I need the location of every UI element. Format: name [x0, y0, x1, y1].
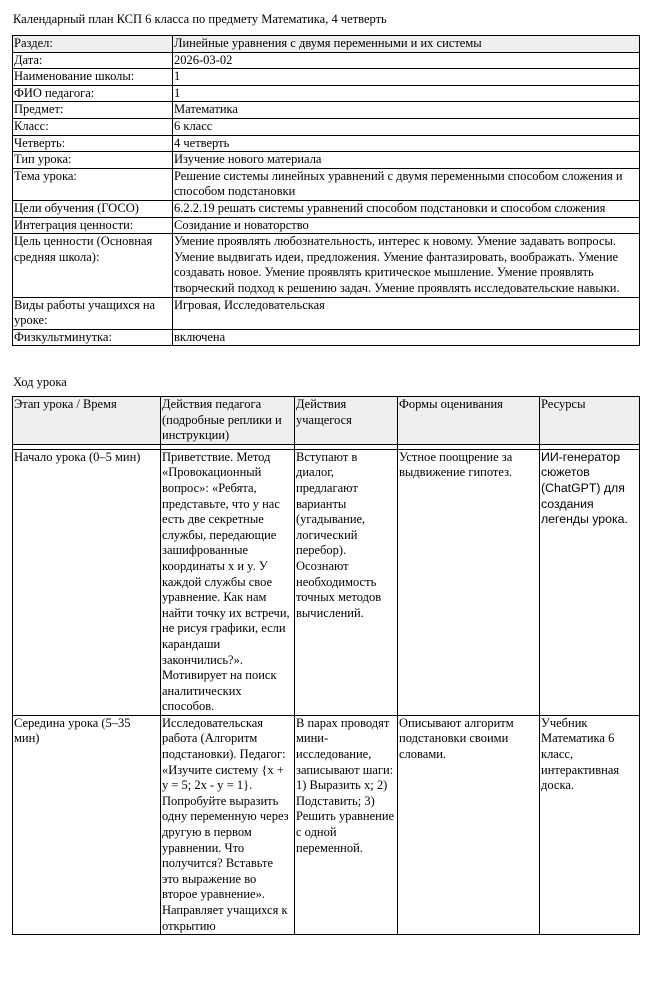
info-value: 1 [173, 69, 640, 86]
info-key: Цель ценности (Основная средняя школа): [13, 234, 173, 297]
info-key: Тип урока: [13, 152, 173, 169]
lesson-flow-table [12, 396, 640, 935]
stage-cell: Начало урока (0–5 мин) [13, 449, 161, 715]
student-actions-cell: В парах проводят мини-исследование, записывают шаги: 1) Выразить x; 2) Подставить; 3) Решить уравнение с одной переменной. [295, 715, 398, 934]
info-row-teacher [13, 85, 640, 102]
info-key: ФИО педагога: [13, 85, 173, 102]
column-header-stage: Этап урока / Время [13, 397, 161, 445]
assessment-cell: Устное поощрение за выдвижение гипотез. [398, 449, 540, 715]
lesson-row-middle [13, 715, 640, 934]
info-key: Цели обучения (ГОСО) [13, 200, 173, 217]
info-key: Тема урока: [13, 168, 173, 200]
resources-cell: Учебник Математика 6 класс, интерактивная доска. [540, 715, 640, 934]
student-actions-cell: Вступают в диалог, предлагают варианты (угадывание, логический перебор). Осознают необходимость точных методов вычислений. [295, 449, 398, 715]
info-value: Математика [173, 102, 640, 119]
info-key: Класс: [13, 118, 173, 135]
info-value: Игровая, Исследовательская [173, 297, 640, 329]
info-value: 4 четверть [173, 135, 640, 152]
column-header-assessment: Формы оценивания [398, 397, 540, 445]
info-row-physical-break [13, 329, 640, 346]
lesson-row-beginning [13, 449, 640, 715]
column-header-resources: Ресурсы [540, 397, 640, 445]
info-key: Четверть: [13, 135, 173, 152]
assessment-cell: Описывают алгоритм подстановки своими словами. [398, 715, 540, 934]
lesson-table-header [13, 397, 640, 445]
info-row-subject [13, 102, 640, 119]
info-value: включена [173, 329, 640, 346]
info-row-work-types [13, 297, 640, 329]
lesson-info-table [12, 35, 640, 346]
info-row-value-goal [13, 234, 640, 297]
info-value: 6 класс [173, 118, 640, 135]
info-key: Наименование школы: [13, 69, 173, 86]
info-row-section [13, 36, 640, 53]
info-row-learning-goals [13, 200, 640, 217]
document-title: Календарный план КСП 6 класса по предмету Математика, 4 четверть [13, 12, 387, 26]
info-value: 2026-03-02 [173, 52, 640, 69]
info-key: Дата: [13, 52, 173, 69]
resources-cell: ИИ-генератор сюжетов (ChatGPT) для создания легенды урока. [540, 449, 640, 715]
info-value: Умение проявлять любознательность, интерес к новому. Умение задавать вопросы. Умение выдвигать идеи, предложения. Умение фантазировать, воображать. Умение создавать новое. Умение проявлять критическое мышление. Умение проявлять творческий подход к решению задач. Умение проявлять исследовательские навыки. [173, 234, 640, 297]
column-header-student-actions: Действия учащегося [295, 397, 398, 445]
info-value: Линейные уравнения с двумя переменными и их системы [173, 36, 640, 53]
info-row-value-integration [13, 217, 640, 234]
info-key: Раздел: [13, 36, 173, 53]
teacher-actions-cell: Приветствие. Метод «Провокационный вопрос»: «Ребята, представьте, что у нас есть две секретные службы, передающие зашифрованные координаты x и y. У каждой службы свое уравнение. Как нам найти точку их встречи, не рисуя графики, если карандаши закончились?». Мотивирует на поиск аналитических способов. [161, 449, 295, 715]
info-row-topic [13, 168, 640, 200]
info-key: Интеграция ценности: [13, 217, 173, 234]
info-value: Изучение нового материала [173, 152, 640, 169]
info-row-quarter [13, 135, 640, 152]
info-key: Физкультминутка: [13, 329, 173, 346]
stage-cell: Середина урока (5–35 мин) [13, 715, 161, 934]
info-value: Решение системы линейных уравнений с двумя переменными способом сложения и способом подстановки [173, 168, 640, 200]
column-header-teacher-actions: Действия педагога (подробные реплики и инструкции) [161, 397, 295, 445]
info-key: Предмет: [13, 102, 173, 119]
info-value: 1 [173, 85, 640, 102]
info-row-date [13, 52, 640, 69]
info-row-lesson-type [13, 152, 640, 169]
teacher-actions-cell: Исследовательская работа (Алгоритм подстановки). Педагог: «Изучите систему {x + y = 5; 2x - y = 1}. Попробуйте выразить одну переменную через другую в первом уравнении. Что получится? Вставьте это выражение во второе уравнение». Направляет учащихся к открытию [161, 715, 295, 934]
info-row-class [13, 118, 640, 135]
lesson-flow-title: Ход урока [13, 375, 67, 389]
info-value: Созидание и новаторство [173, 217, 640, 234]
info-value: 6.2.2.19 решать системы уравнений способом подстановки и способом сложения [173, 200, 640, 217]
info-key: Виды работы учащихся на уроке: [13, 297, 173, 329]
info-row-school [13, 69, 640, 86]
